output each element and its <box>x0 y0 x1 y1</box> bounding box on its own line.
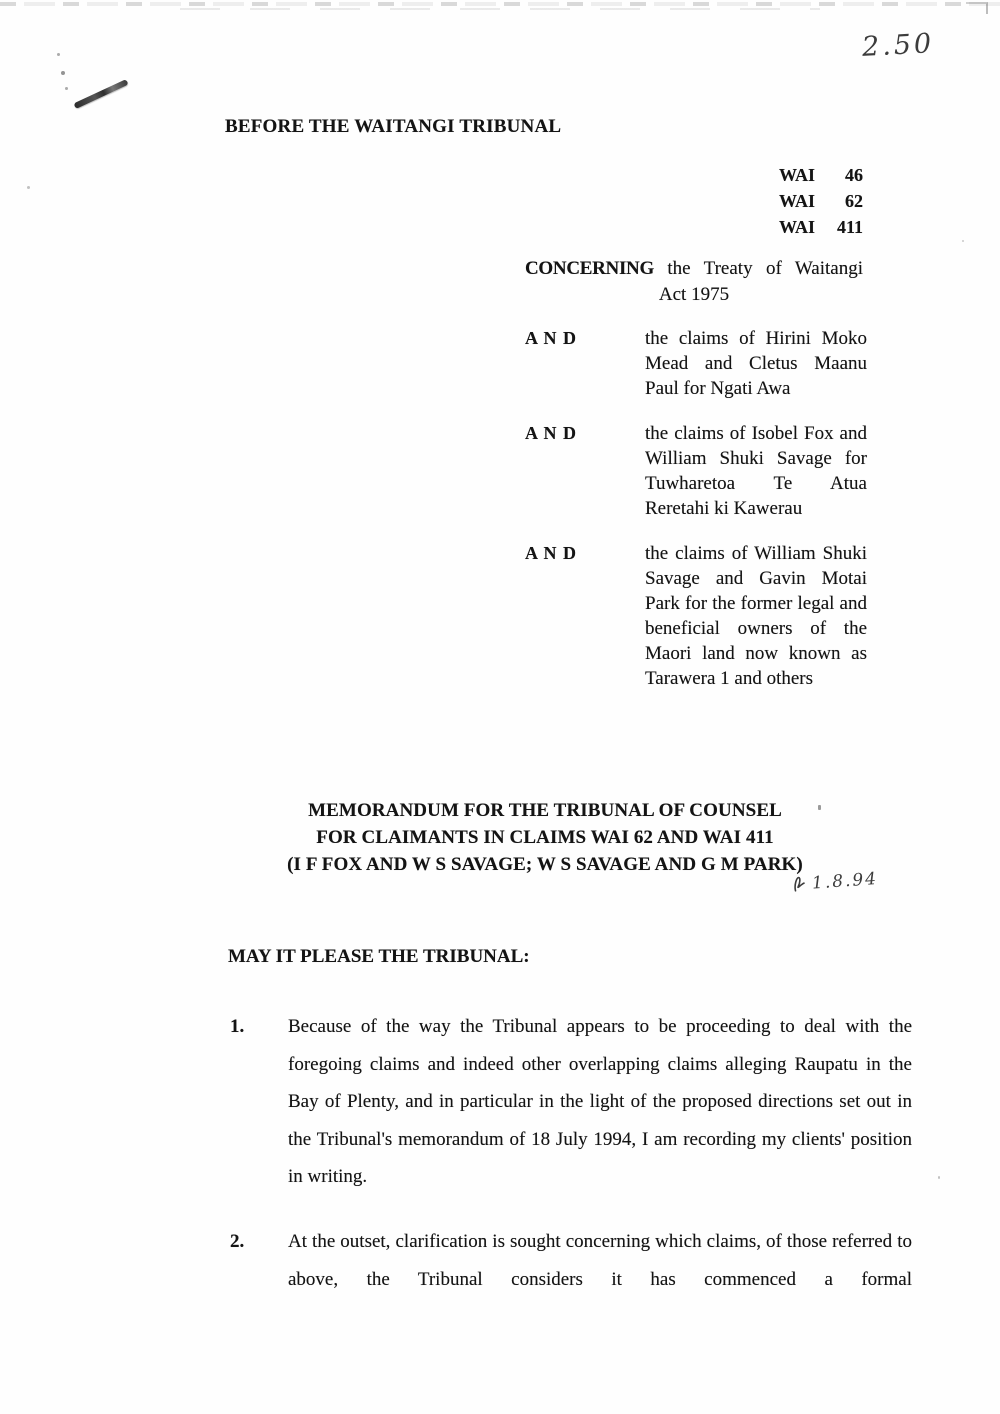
paragraph-2 <box>230 1223 912 1298</box>
case-number-row <box>779 214 863 240</box>
and-clause-text: the claims of Hirini Moko Mead and Cletus Maanu Paul for Ngati Awa <box>645 328 867 399</box>
ink-speck <box>962 240 964 242</box>
paragraph-number: 1. <box>230 1016 245 1037</box>
handwritten-date-text: 1.8.94 <box>811 869 879 894</box>
scan-artifact-top-edge <box>0 2 1000 6</box>
and-clause-3 <box>525 541 867 691</box>
paragraph-1 <box>230 1008 912 1196</box>
paragraph-text: At the outset, clarification is sought concerning which claims, of those referred to above, the Tribunal considers it has commenced a formal <box>288 1231 912 1290</box>
scan-artifact-corner-mark <box>966 2 988 14</box>
memorandum-title-line3: (I F FOX AND W S SAVAGE; W S SAVAGE AND G M PARK) <box>287 854 803 875</box>
case-number-prefix: WAI <box>779 191 816 211</box>
and-label: A N D <box>525 543 578 563</box>
memorandum-title <box>195 797 895 878</box>
paragraph-text: Because of the way the Tribunal appears to be proceeding to deal with the foregoing claims and indeed other overlapping claims alleging Raupatu in the Bay of Plenty, and in particular in the light of the proposed directions set out in the Tribunal's memorandum of 18 July 1994, I am recording my clients' position in writing. <box>288 1016 912 1187</box>
ink-speck <box>27 186 30 189</box>
case-number-prefix: WAI <box>779 217 816 237</box>
concerning-line2: Act 1975 <box>658 284 730 305</box>
salutation: MAY IT PLEASE THE TRIBUNAL: <box>228 946 530 967</box>
case-number-row <box>779 162 863 188</box>
memorandum-title-line2: FOR CLAIMANTS IN CLAIMS WAI 62 AND WAI 411 <box>316 827 774 848</box>
concerning-clause <box>525 256 863 308</box>
and-clause-text: the claims of William Shuki Savage and Gavin Motai Park for the former legal and beneficial owners of the Maori land now known as Tarawera 1 and others <box>645 543 867 689</box>
case-number-list <box>779 162 863 240</box>
handwritten-page-number: 2.50 <box>861 28 935 63</box>
scan-artifact-top-edge-2 <box>180 8 820 10</box>
court-header-title: BEFORE THE WAITANGI TRIBUNAL <box>225 116 562 137</box>
concerning-line1 <box>525 256 863 282</box>
and-clause-2 <box>525 421 867 521</box>
case-number-value: 62 <box>845 191 863 211</box>
ink-speck <box>61 71 65 75</box>
and-clause-text: the claims of Isobel Fox and William Shuki Savage for Tuwharetoa Te Atua Reretahi ki Kawerau <box>645 423 867 519</box>
and-label: A N D <box>525 328 578 348</box>
and-label: A N D <box>525 423 578 443</box>
case-number-prefix: WAI <box>779 165 816 185</box>
pen-mark-icon <box>791 875 806 894</box>
case-number-value: 411 <box>836 217 863 237</box>
and-clause-1 <box>525 326 867 401</box>
ink-speck <box>938 1176 940 1179</box>
case-number-row <box>779 188 863 214</box>
paragraph-number: 2. <box>230 1231 245 1252</box>
memorandum-title-line1: MEMORANDUM FOR THE TRIBUNAL OF COUNSEL <box>308 800 782 821</box>
case-number-value: 46 <box>845 165 863 185</box>
concerning-label: CONCERNING <box>525 258 654 279</box>
ink-speck <box>65 87 68 90</box>
concerning-text: the Treaty of Waitangi <box>667 258 863 279</box>
ink-speck <box>57 53 60 56</box>
pen-stroke-mark <box>73 79 128 109</box>
